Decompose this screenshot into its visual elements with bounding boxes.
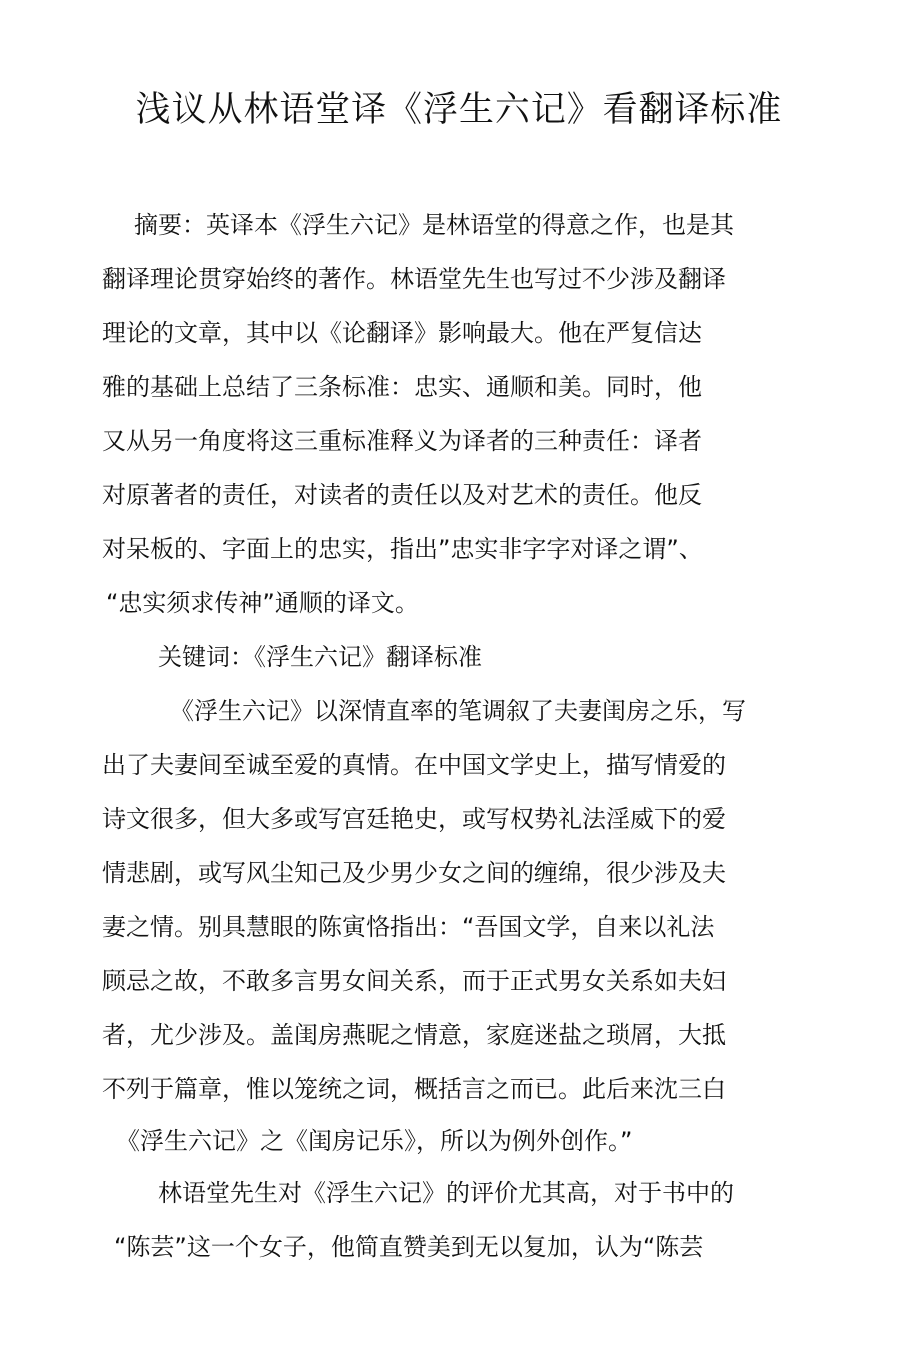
body-line-7: 者，尤少涉及。盖闺房燕昵之情意，家庭迷盐之琐屑，大抵 [102, 1021, 726, 1049]
abstract-line-7: 对呆板的、字面上的忠实，指出”忠实非字字对译之谓”、 [102, 535, 703, 563]
body-line-9: 《浮生六记》之《闺房记乐》，所以为例外创作。” [116, 1127, 633, 1155]
keywords-line: 关键词：《浮生六记》翻译标准 [158, 643, 482, 671]
document-title: 浅议从林语堂译《浮生六记》看翻译标准 [135, 90, 783, 130]
body-line-4: 情悲剧，或写风尘知己及少男少女之间的缠绵，很少涉及夫 [102, 859, 726, 887]
body-line-1: 《浮生六记》以深情直率的笔调叙了夫妻闺房之乐，写 [170, 697, 746, 725]
body-line-10: 林语堂先生对《浮生六记》的评价尤其高，对于书中的 [158, 1179, 734, 1207]
body-line-6: 顾忌之故，不敢多言男女间关系，而于正式男女关系如夫妇 [102, 967, 726, 995]
abstract-line-8: “忠实须求传神”通顺的译文。 [106, 589, 419, 617]
body-line-5: 妻之情。别具慧眼的陈寅恪指出：“吾国文学，自来以礼法 [102, 913, 715, 941]
abstract-line-4: 雅的基础上总结了三条标准：忠实、通顺和美。同时，他 [102, 373, 702, 401]
abstract-line-1: 摘要：英译本《浮生六记》是林语堂的得意之作，也是其 [134, 211, 734, 239]
body-line-2: 出了夫妻间至诚至爱的真情。在中国文学史上，描写情爱的 [102, 751, 726, 779]
abstract-line-6: 对原著者的责任，对读者的责任以及对艺术的责任。他反 [102, 481, 702, 509]
body-line-8: 不列于篇章，惟以笼统之词，概括言之而已。此后来沈三白 [102, 1075, 726, 1103]
abstract-line-5: 又从另一角度将这三重标准释义为译者的三种责任：译者 [102, 427, 702, 455]
body-line-11: “陈芸”这一个女子，他简直赞美到无以复加，认为“陈芸 [114, 1233, 704, 1261]
abstract-line-2: 翻译理论贯穿始终的著作。林语堂先生也写过不少涉及翻译 [102, 265, 726, 293]
body-line-3: 诗文很多，但大多或写宫廷艳史，或写权势礼法淫威下的爱 [102, 805, 726, 833]
abstract-line-3: 理论的文章，其中以《论翻译》影响最大。他在严复信达 [102, 319, 702, 347]
